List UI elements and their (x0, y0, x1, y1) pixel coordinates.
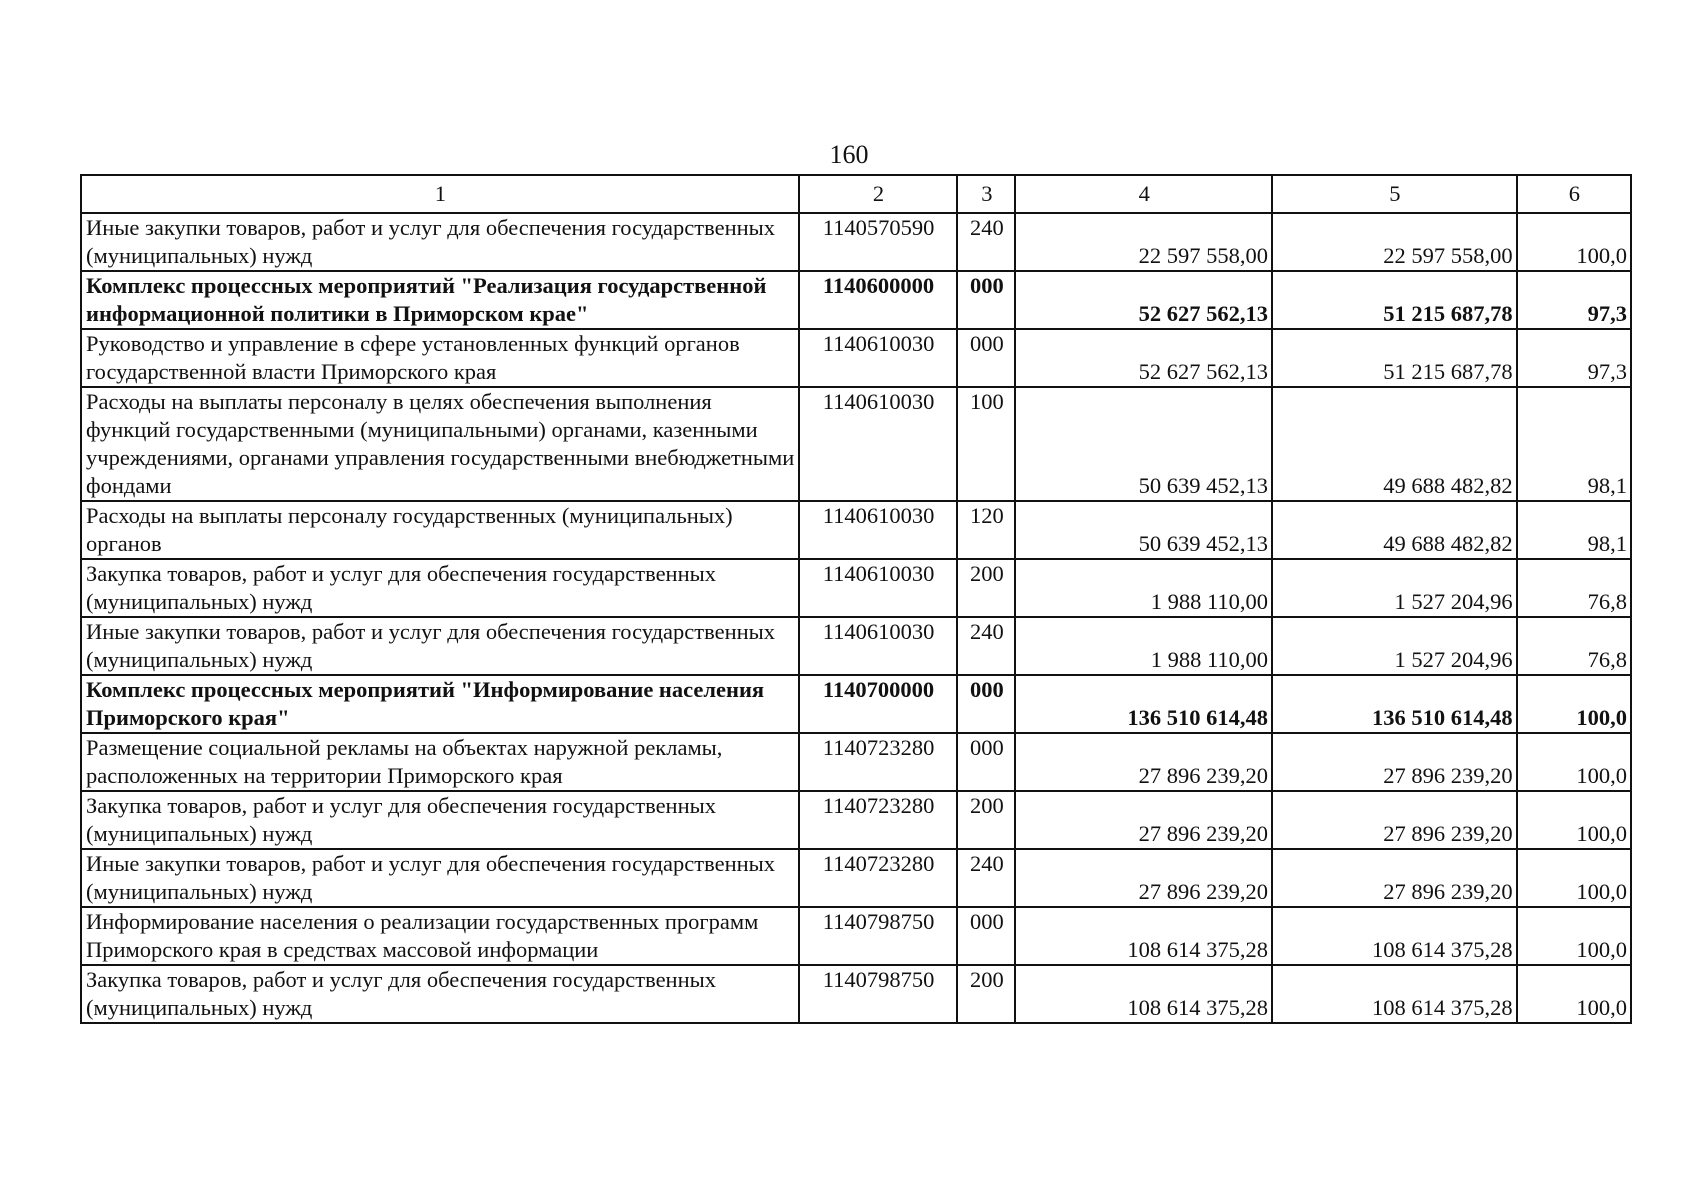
row-plan-amount-cell: 52 627 562,13 (1015, 329, 1272, 387)
row-fact-amount-cell: 49 688 482,82 (1272, 387, 1517, 501)
row-code-cell: 1140610030 (799, 501, 957, 559)
column-header: 6 (1517, 175, 1631, 213)
row-fact-amount-cell: 1 527 204,96 (1272, 617, 1517, 675)
row-type-cell: 000 (957, 675, 1015, 733)
table-row (81, 675, 1631, 733)
row-code-cell: 1140610030 (799, 617, 957, 675)
row-code-cell: 1140723280 (799, 791, 957, 849)
row-code-cell: 1140700000 (799, 675, 957, 733)
row-code-cell: 1140570590 (799, 213, 957, 271)
row-type-cell: 240 (957, 617, 1015, 675)
table-row (81, 501, 1631, 559)
row-type-cell: 100 (957, 387, 1015, 501)
row-percent-cell: 100,0 (1517, 791, 1631, 849)
row-plan-amount-cell: 50 639 452,13 (1015, 387, 1272, 501)
row-type-cell: 200 (957, 965, 1015, 1023)
table-row (81, 791, 1631, 849)
row-name-cell: Иные закупки товаров, работ и услуг для обеспечения государственных (муниципальных) нужд (81, 213, 799, 271)
row-code-cell: 1140798750 (799, 965, 957, 1023)
row-plan-amount-cell: 108 614 375,28 (1015, 907, 1272, 965)
row-code-cell: 1140600000 (799, 271, 957, 329)
row-percent-cell: 97,3 (1517, 329, 1631, 387)
row-name-cell: Комплекс процессных мероприятий "Информирование населения Приморского края" (81, 675, 799, 733)
column-header: 4 (1015, 175, 1272, 213)
row-percent-cell: 100,0 (1517, 965, 1631, 1023)
row-fact-amount-cell: 49 688 482,82 (1272, 501, 1517, 559)
row-type-cell: 200 (957, 559, 1015, 617)
row-type-cell: 000 (957, 907, 1015, 965)
budget-table (80, 174, 1632, 1024)
row-fact-amount-cell: 27 896 239,20 (1272, 849, 1517, 907)
row-name-cell: Иные закупки товаров, работ и услуг для обеспечения государственных (муниципальных) нужд (81, 617, 799, 675)
row-code-cell: 1140723280 (799, 849, 957, 907)
row-fact-amount-cell: 51 215 687,78 (1272, 271, 1517, 329)
row-name-cell: Расходы на выплаты персоналу в целях обеспечения выполнения функций государственными (муниципальными) органами, казенными учреждениями, органами управления государственными внебюджетными фондами (81, 387, 799, 501)
row-name-cell: Руководство и управление в сфере установленных функций органов государственной власти Приморского края (81, 329, 799, 387)
row-code-cell: 1140723280 (799, 733, 957, 791)
row-type-cell: 240 (957, 849, 1015, 907)
row-fact-amount-cell: 27 896 239,20 (1272, 733, 1517, 791)
row-name-cell: Закупка товаров, работ и услуг для обеспечения государственных (муниципальных) нужд (81, 559, 799, 617)
row-plan-amount-cell: 108 614 375,28 (1015, 965, 1272, 1023)
row-plan-amount-cell: 52 627 562,13 (1015, 271, 1272, 329)
row-fact-amount-cell: 1 527 204,96 (1272, 559, 1517, 617)
row-code-cell: 1140610030 (799, 329, 957, 387)
table-row (81, 849, 1631, 907)
table-row (81, 559, 1631, 617)
row-name-cell: Расходы на выплаты персоналу государственных (муниципальных) органов (81, 501, 799, 559)
column-header: 3 (957, 175, 1015, 213)
row-name-cell: Закупка товаров, работ и услуг для обеспечения государственных (муниципальных) нужд (81, 791, 799, 849)
row-fact-amount-cell: 136 510 614,48 (1272, 675, 1517, 733)
row-code-cell: 1140798750 (799, 907, 957, 965)
page-number: 160 (829, 140, 869, 169)
row-type-cell: 120 (957, 501, 1015, 559)
row-plan-amount-cell: 50 639 452,13 (1015, 501, 1272, 559)
row-plan-amount-cell: 1 988 110,00 (1015, 559, 1272, 617)
row-plan-amount-cell: 27 896 239,20 (1015, 733, 1272, 791)
row-type-cell: 200 (957, 791, 1015, 849)
row-type-cell: 000 (957, 733, 1015, 791)
row-fact-amount-cell: 22 597 558,00 (1272, 213, 1517, 271)
row-plan-amount-cell: 22 597 558,00 (1015, 213, 1272, 271)
column-header: 2 (799, 175, 957, 213)
row-name-cell: Размещение социальной рекламы на объектах наружной рекламы, расположенных на территории Приморского края (81, 733, 799, 791)
row-percent-cell: 100,0 (1517, 849, 1631, 907)
table-row (81, 965, 1631, 1023)
row-fact-amount-cell: 108 614 375,28 (1272, 965, 1517, 1023)
row-name-cell: Закупка товаров, работ и услуг для обеспечения государственных (муниципальных) нужд (81, 965, 799, 1023)
column-header: 5 (1272, 175, 1517, 213)
row-percent-cell: 98,1 (1517, 501, 1631, 559)
row-percent-cell: 97,3 (1517, 271, 1631, 329)
row-fact-amount-cell: 27 896 239,20 (1272, 791, 1517, 849)
row-percent-cell: 76,8 (1517, 617, 1631, 675)
table-row (81, 907, 1631, 965)
row-percent-cell: 98,1 (1517, 387, 1631, 501)
row-name-cell: Иные закупки товаров, работ и услуг для обеспечения государственных (муниципальных) нужд (81, 849, 799, 907)
row-plan-amount-cell: 27 896 239,20 (1015, 791, 1272, 849)
row-percent-cell: 100,0 (1517, 213, 1631, 271)
table-row (81, 617, 1631, 675)
row-percent-cell: 100,0 (1517, 675, 1631, 733)
table-row (81, 329, 1631, 387)
table-body (81, 213, 1631, 1023)
row-percent-cell: 100,0 (1517, 907, 1631, 965)
header-row (81, 175, 1631, 213)
row-code-cell: 1140610030 (799, 387, 957, 501)
row-plan-amount-cell: 27 896 239,20 (1015, 849, 1272, 907)
row-percent-cell: 76,8 (1517, 559, 1631, 617)
table-row (81, 271, 1631, 329)
table-row (81, 387, 1631, 501)
row-percent-cell: 100,0 (1517, 733, 1631, 791)
row-code-cell: 1140610030 (799, 559, 957, 617)
row-name-cell: Комплекс процессных мероприятий "Реализация государственной информационной политики в Приморском крае" (81, 271, 799, 329)
row-type-cell: 000 (957, 271, 1015, 329)
row-fact-amount-cell: 108 614 375,28 (1272, 907, 1517, 965)
row-name-cell: Информирование населения о реализации государственных программ Приморского края в средствах массовой информации (81, 907, 799, 965)
row-type-cell: 240 (957, 213, 1015, 271)
row-plan-amount-cell: 1 988 110,00 (1015, 617, 1272, 675)
column-header: 1 (81, 175, 799, 213)
row-fact-amount-cell: 51 215 687,78 (1272, 329, 1517, 387)
row-plan-amount-cell: 136 510 614,48 (1015, 675, 1272, 733)
table-row (81, 213, 1631, 271)
table-row (81, 733, 1631, 791)
row-type-cell: 000 (957, 329, 1015, 387)
